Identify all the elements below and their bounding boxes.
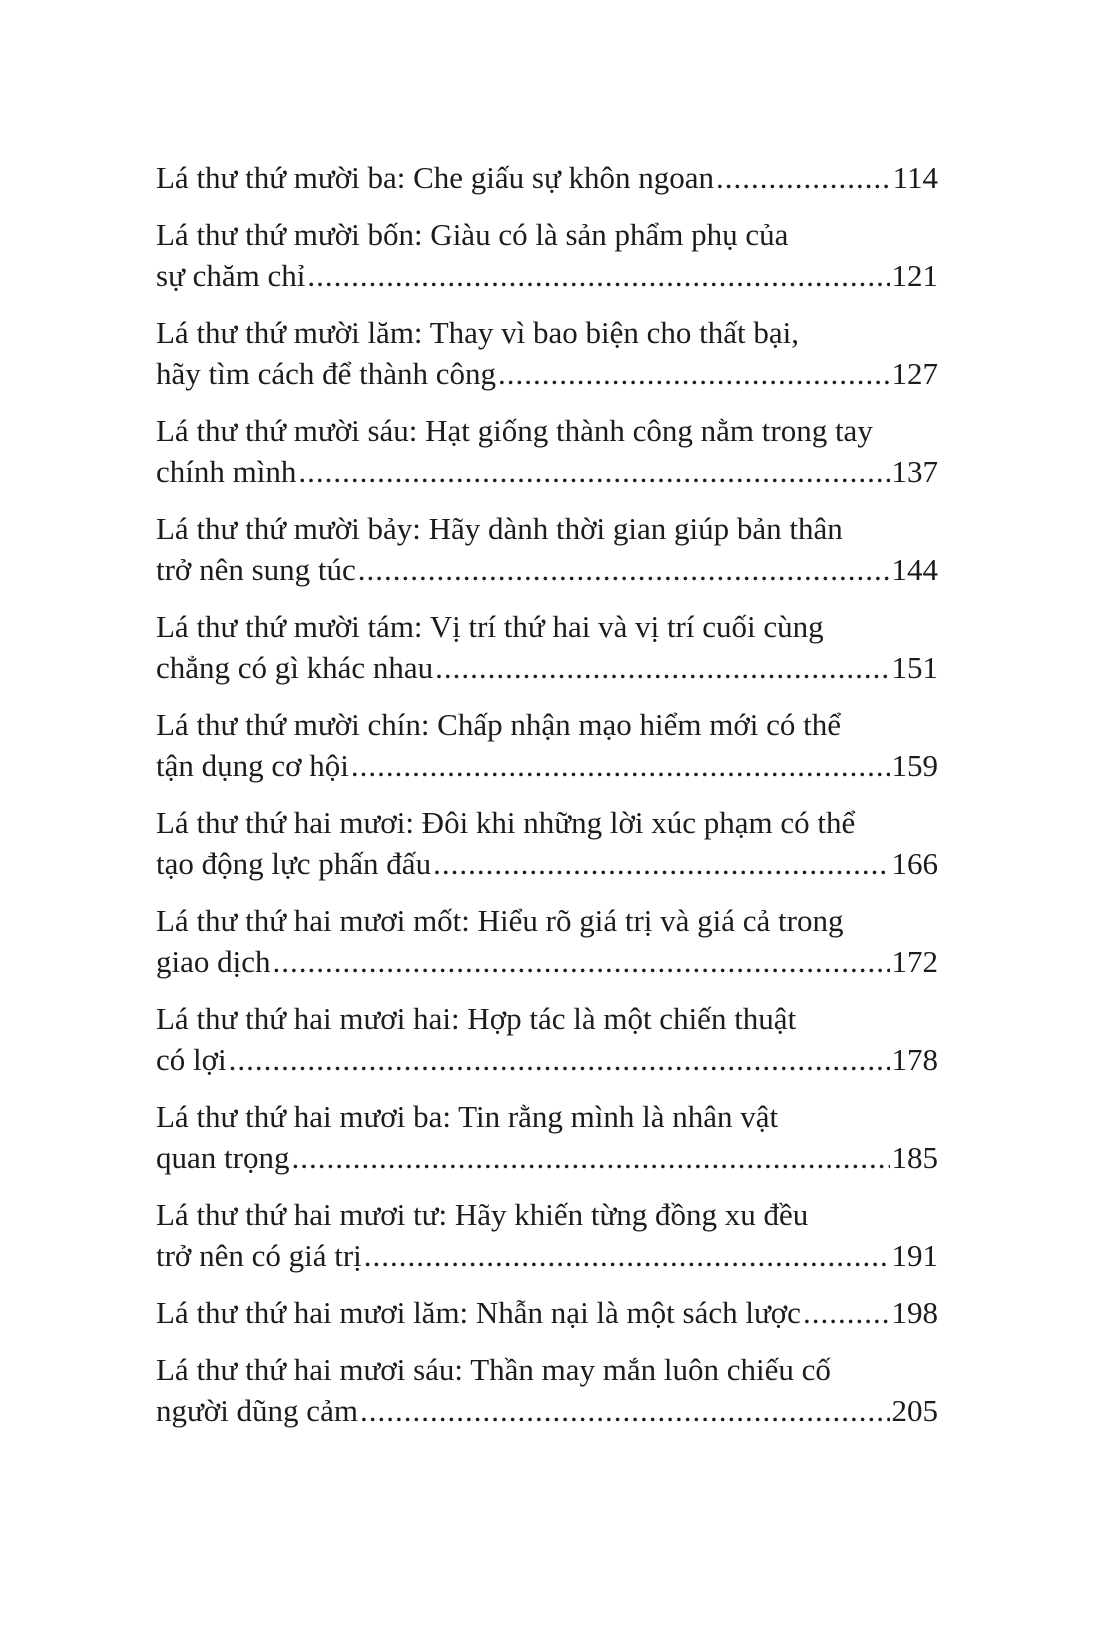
toc-entry-title: Lá thư thứ mười bảy: Hãy dành thời gian giúp bản thân [156,511,843,546]
toc-entry-leader-line [156,941,938,982]
toc-entry-leader-line [156,1039,938,1080]
toc-entry-title: Lá thư thứ hai mươi sáu: Thần may mắn luôn chiếu cố [156,1352,831,1387]
dot-leader [358,549,890,590]
toc-page-number: 151 [891,650,938,685]
toc-entry-title: Lá thư thứ mười sáu: Hạt giống thành công nằm trong tay [156,413,873,448]
toc-entry-leader-line [156,353,938,394]
toc-entry-title-continued: giao dịch [156,944,271,979]
dot-leader [307,255,889,296]
toc-entry-title: Lá thư thứ hai mươi tư: Hãy khiến từng đồng xu đều [156,1197,809,1232]
toc-entry [156,312,938,394]
toc-entry-title-continued: người dũng cảm [156,1393,358,1428]
toc-entry-leader-line [156,451,938,492]
toc-entry-title-continued: chính mình [156,454,297,489]
dot-leader [298,451,889,492]
dot-leader [364,1235,890,1276]
toc-entry-title-continued: trở nên sung túc [156,552,356,587]
toc-entry-title: Lá thư thứ hai mươi lăm: Nhẫn nại là một sách lược [156,1295,801,1330]
dot-leader [803,1292,890,1333]
toc-entry [156,1194,938,1276]
toc-entry-title-continued: chẳng có gì khác nhau [156,650,434,685]
toc-entry [156,900,938,982]
toc-page-number: 172 [891,944,938,979]
dot-leader [716,157,891,198]
toc-entry-title: Lá thư thứ hai mươi mốt: Hiểu rõ giá trị và giá cả trong [156,903,844,938]
toc-page-number: 191 [891,1238,938,1273]
toc-page-number: 144 [891,552,938,587]
toc-entry-leader-line [156,157,938,198]
dot-leader [273,941,890,982]
toc-entry-title-continued: tạo động lực phấn đấu [156,846,432,881]
toc-entry-title: Lá thư thứ hai mươi: Đôi khi những lời xúc phạm có thể [156,805,856,840]
toc-entry [156,1292,938,1333]
toc-page-number: 178 [891,1042,938,1077]
dot-leader [435,647,889,688]
toc-page-number: 205 [891,1393,938,1428]
toc-page-number: 159 [891,748,938,783]
toc-entry-title: Lá thư thứ mười chín: Chấp nhận mạo hiểm mới có thể [156,707,841,742]
dot-leader [498,353,889,394]
toc-entry-leader-line [156,647,938,688]
toc-entry-title-continued: tận dụng cơ hội [156,748,349,783]
toc-entry-leader-line [156,745,938,786]
toc-entry [156,704,938,786]
toc-entry-leader-line [156,255,938,296]
toc-entry-title: Lá thư thứ hai mươi ba: Tin rằng mình là nhân vật [156,1099,779,1134]
toc-entry-leader-line [156,1137,938,1178]
toc-entry-title-continued: trở nên có giá trị [156,1238,362,1273]
dot-leader [360,1390,890,1431]
toc-entry-title: Lá thư thứ mười bốn: Giàu có là sản phẩm phụ của [156,217,789,252]
toc-entry [156,410,938,492]
toc-entry-leader-line [156,1292,938,1333]
toc-page-number: 121 [891,258,938,293]
toc-entry-leader-line [156,1390,938,1431]
toc-page-number: 137 [891,454,938,489]
toc-page-number: 127 [891,356,938,391]
dot-leader [229,1039,890,1080]
toc-entry [156,214,938,296]
toc-page-number: 166 [891,846,938,881]
toc-entry-title-continued: hãy tìm cách để thành công [156,356,497,391]
dot-leader [351,745,890,786]
toc-entry [156,157,938,198]
toc-entry [156,508,938,590]
toc-entry [156,606,938,688]
toc-entry [156,998,938,1080]
toc-entry-leader-line [156,843,938,884]
toc-entry-title: Lá thư thứ mười lăm: Thay vì bao biện cho thất bại, [156,315,800,350]
dot-leader [291,1137,889,1178]
toc-entry-title: Lá thư thứ mười ba: Che giấu sự khôn ngoan [156,160,714,195]
toc-entry-leader-line [156,1235,938,1276]
toc-entry [156,1349,938,1431]
toc-page-number: 198 [891,1295,938,1330]
toc-entry-title: Lá thư thứ mười tám: Vị trí thứ hai và vị trí cuối cùng [156,609,824,644]
toc-entry-title-continued: quan trọng [156,1140,290,1175]
table-of-contents [156,157,938,1447]
toc-entry-leader-line [156,549,938,590]
toc-entry [156,1096,938,1178]
toc-entry-title-continued: có lợi [156,1042,227,1077]
toc-entry-title-continued: sự chăm chỉ [156,258,306,293]
dot-leader [433,843,889,884]
toc-entry [156,802,938,884]
toc-page-number: 185 [891,1140,938,1175]
toc-page-number: 114 [892,160,938,195]
toc-entry-title: Lá thư thứ hai mươi hai: Hợp tác là một chiến thuật [156,1001,797,1036]
